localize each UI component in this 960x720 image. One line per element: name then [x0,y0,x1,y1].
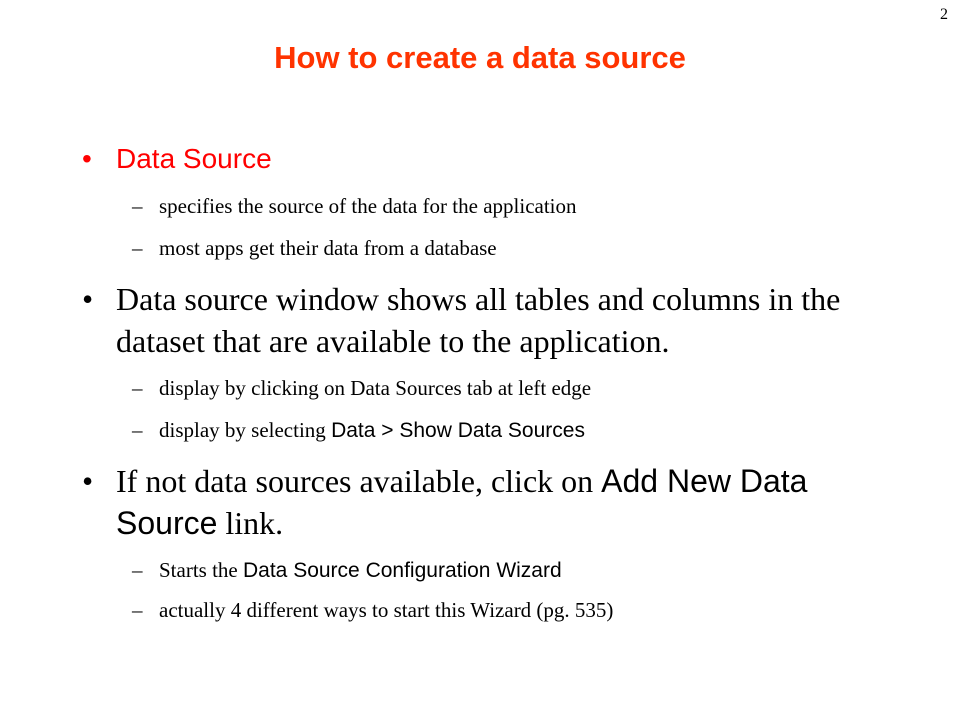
dash-marker: – [132,418,143,442]
dash-marker: – [132,236,143,260]
bullet-data-source-window [82,278,882,362]
sub-bullet-text: display by clicking on Data Sources tab at left edge [159,376,592,400]
link-name-text: Add New Data Source [116,463,808,541]
bullet-text [116,460,882,544]
bullet-marker: • [82,281,94,317]
menu-path-text: Data > Show Data Sources [331,419,585,442]
wizard-name-text: Data Source Configuration Wizard [243,559,562,582]
dash-marker: – [132,376,143,400]
bullet-text: Data source window shows all tables and columns in the dataset that are available to the application. [116,281,841,359]
bullet-data-source [82,138,882,180]
sub-bullet-text [159,416,912,445]
sub-bullet-prefix: Starts the [159,558,243,582]
sub-bullet-text: specifies the source of the data for the application [159,194,577,218]
bullet-prefix: If not data sources available, click on [116,463,602,499]
dash-marker: – [132,194,143,218]
bullet-text: Data Source [116,143,272,174]
bullet-add-new-data-source [82,460,882,544]
sub-bullet [132,234,912,262]
sub-bullet [132,596,912,624]
sub-bullet-text: actually 4 different ways to start this Wizard (pg. 535) [159,598,614,622]
dash-marker: – [132,598,143,622]
bullet-suffix: link. [217,505,284,541]
sub-bullet-text: most apps get their data from a database [159,236,497,260]
dash-marker: – [132,558,143,582]
sub-bullet [132,192,912,220]
sub-bullet-prefix: display by selecting [159,418,332,442]
sub-bullet [132,416,912,445]
bullet-marker: • [82,463,94,499]
sub-bullet [132,556,912,585]
slide-title: How to create a data source [274,40,686,75]
sub-bullet [132,374,912,402]
sub-bullet-text [159,556,912,585]
bullet-marker: • [82,143,92,174]
page-number: 2 [940,6,948,23]
